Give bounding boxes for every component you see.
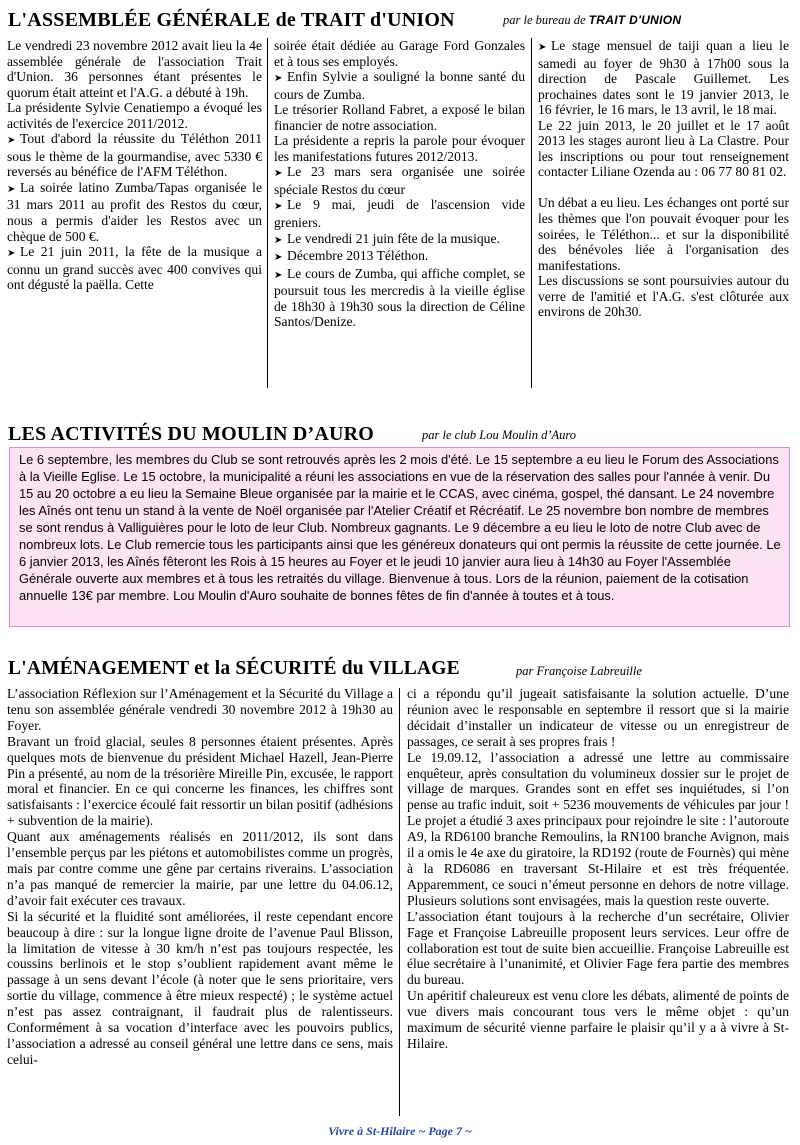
- column-divider: [531, 38, 532, 388]
- paragraph: La présidente Sylvie Cenatiempo a évoqué les activités de l'exercice 2011/2012.: [7, 100, 262, 131]
- paragraph: Le trésorier Rolland Fabret, a exposé le bilan financier de notre association.: [274, 102, 525, 133]
- paragraph: L’association Réflexion sur l’Aménagement et la Sécurité du Village a tenu son assemblée générale vendredi 30 novembre 2012 à 19h30 au Foyer.: [7, 686, 393, 733]
- column-1: [7, 38, 262, 390]
- paragraph: L’association étant toujours à la recherche d’un secrétaire, Olivier Fage et Françoise Labreuille proposent leurs services. Leur offre de collaboration est tout de suite bien accueillie. Françoise Labreuille est élue secrétaire à l’unanimité, et Olivier Fage fera partie des membres du bureau.: [407, 908, 789, 988]
- bullet-item: ➤ Le 23 mars sera organisée une soirée spéciale Restos du cœur: [274, 164, 525, 197]
- bullet-item: ➤ Le stage mensuel de taiji quan a lieu le samedi au foyer de 9h30 à 17h00 sous la direction de Pascale Guillemet. Les prochaines dates sont le 19 janvier 2013, le 16 février, le 16 mars, le 13 avril, le 18 mai.: [538, 38, 789, 118]
- page-footer: Vivre à St-Hilaire ~ Page 7 ~: [328, 1124, 472, 1138]
- column-3: [538, 38, 789, 390]
- bullet-item: ➤ La soirée latino Zumba/Tapas organisée le 31 mars 2011 au profit des Restos du cœur, nous a permis d'aider les Restos avec un chèque de 500 €.: [7, 179, 262, 244]
- spacer: [538, 180, 789, 196]
- arrow-bullet-icon: ➤: [7, 135, 16, 147]
- bullet-item: ➤ Le 21 juin 2011, la fête de la musique a connu un grand succès avec 400 convives qui ont dégusté la paëlla. Cette: [7, 244, 262, 293]
- paragraph: Le 19.09.12, l’association a adressé une lettre au commissaire enquêteur, après consultation du volumineux dossier sur le projet de village de marques. Grandes sont en effet ses inquiétudes, si l’on pense au trafic induit, soit + 5236 mouvements de véhicules par jour ! Le projet a étudié 3 axes principaux pour rejoindre le site : l’autoroute A9, la RD6100 branche Remoulins, la RN100 branche Avignon, mais il a omis le 4e axe du giratoire, la RD192 (route de Fournès) qui mène à la RD6086 en traversant St-Hilaire et est très fréquentée. Apparemment, ce souci n’émeut personne en dehors de notre village. Plusieurs solutions sont envisagées, mais la question reste ouverte.: [407, 749, 789, 908]
- arrow-bullet-icon: ➤: [274, 252, 283, 264]
- paragraph: ci a répondu qu’il jugeait satisfaisante la solution actuelle. D’une réunion avec le responsable en septembre il ressort que si la mairie décidait d’installer un indicateur de vitesse ou un enregistreur de passages, ce serait à ses propres frais !: [407, 686, 789, 749]
- arrow-bullet-icon: ➤: [274, 269, 283, 281]
- brand-trait-union: TRAIT D'UNION: [588, 13, 682, 27]
- paragraph: Si la sécurité et la fluidité sont améliorées, il reste cependant encore beaucoup à dire : sur la longue ligne droite de l’avenue Paul Blisson, la limitation de vitesse à 30 km/h n’est pas toujours respectée, les coussins berlinois et le stop s’oublient rapidement avant même le passage à un sens devant l’école (à noter que le sens prioritaire, vers sortie du village, commence à être mieux respecté) ; le système actuel n’est pas assez contraignant, il faudrait plus de ralentisseurs. Conformément à sa vocation d’interface avec les pouvoirs publics, l’association a adressé au conseil général une lettre dans ce sens, mais celui-: [7, 908, 393, 1067]
- arrow-bullet-icon: ➤: [7, 248, 16, 260]
- paragraph: Le 22 juin 2013, le 20 juillet et le 17 août 2013 les stages auront lieu à La Clastre. Pour les inscriptions ou pour tout renseignement contacter Liliane Ozenda au : 06 77 80 81 02.: [538, 117, 789, 180]
- bullet-item: ➤ Le cours de Zumba, qui affiche complet, se poursuit tous les mercredis à la vieille église de 18h30 à 19h30 sous la direction de Céline Santos/Denize.: [274, 265, 525, 330]
- arrow-bullet-icon: ➤: [538, 42, 547, 53]
- paragraph: Un apéritif chaleureux est venu clore les débats, alimenté de points de vue divers mais concourant tous vers le même objet : qu’un maximum de sécurité vienne parfaire le plaisir qu’il y a à vivre à St-Hilaire.: [407, 988, 789, 1051]
- arrow-bullet-icon: ➤: [7, 183, 16, 195]
- section-byline-trait-union: par le bureau de TRAIT D'UNION: [503, 13, 682, 27]
- section-byline-moulin-auro: par le club Lou Moulin d’Auro: [422, 428, 577, 442]
- arrow-bullet-icon: ➤: [274, 168, 283, 180]
- section-title-trait-union: L'ASSEMBLÉE GÉNÉRALE de TRAIT d'UNION: [8, 9, 455, 31]
- column-2: [407, 686, 789, 1118]
- paragraph: Les discussions se sont poursuivies autour du verre de l'amitié et l'A.G. s'est clôturée aux environs de 20h30.: [538, 273, 789, 320]
- bullet-item: ➤ Le vendredi 21 juin fête de la musique.: [274, 231, 525, 249]
- moulin-auro-box: [9, 447, 790, 627]
- paragraph: Un débat a eu lieu. Les échanges ont porté sur les thèmes que l'on pouvait évoquer pour les soirées, le Téléthon... et sur la disponibilité des bénévoles liée à l'organisation des manifestations.: [538, 195, 789, 273]
- bullet-item: ➤ Enfin Sylvie a souligné la bonne santé du cours de Zumba.: [274, 69, 525, 102]
- bullet-item: ➤ Le 9 mai, jeudi de l'ascension vide greniers.: [274, 197, 525, 231]
- section-byline-amenagement: par Françoise Labreuille: [516, 664, 642, 678]
- arrow-bullet-icon: ➤: [274, 73, 283, 85]
- section-title-amenagement: L'AMÉNAGEMENT et la SÉCURITÉ du VILLAGE: [8, 658, 460, 679]
- paragraph: Le vendredi 23 novembre 2012 avait lieu la 4e assemblée générale de l'association Trait d'Union. 36 personnes étant présentes le quorum était atteint et l'A.G. a débuté à 19h.: [7, 38, 262, 100]
- column-divider: [399, 688, 400, 1116]
- section-title-moulin-auro: LES ACTIVITÉS DU MOULIN D’AURO: [8, 423, 375, 445]
- column-2: [274, 38, 525, 390]
- column-divider: [267, 38, 268, 388]
- arrow-bullet-icon: ➤: [274, 234, 283, 246]
- bullet-item: ➤ Décembre 2013 Téléthon.: [274, 248, 525, 266]
- paragraph: soirée était dédiée au Garage Ford Gonzales et à tous ses employés.: [274, 38, 525, 69]
- bullet-item: ➤ Tout d'abord la réussite du Téléthon 2011 sous le thème de la gourmandise, avec 5330 € reversés au bénéfice de l'AFM Téléthon.: [7, 131, 262, 180]
- paragraph: Le 6 septembre, les membres du Club se sont retrouvés après les 2 mois d'été. Le 15 septembre a eu lieu le Forum des Associations à la Vieille Eglise. Le 15 octobre, la municipalité a réuni les associations en vue de la réservation des salles pour l'année à venir. Du 15 au 20 octobre a eu lieu la Semaine Bleue organisée par la mairie et le CCAS, avec cinéma, gospel, thé dansant. Le 24 novembre les Aînés ont tenu un stand à la vente de Noël organisée par l'Atelier Créatif et Récréatif. Le 25 novembre bon nombre de membres se sont rendus à Valliguières pour le loto de leur Club. Nombreux gagnants. Le 9 décembre a eu lieu le loto de notre Club avec de nombreux lots. Le Club remercie tous les participants ainsi que les généreux donateurs qui ont permis la réussite de cette journée. Le 6 janvier 2013, les Aînés fêteront les Rois à 15 heures au Foyer et le jeudi 10 janvier aura lieu à 14h30 au Foyer l'Assemblée Générale ouverte aux membres et à tous les retraités du village. Bienvenue à tous. Lors de la réunion, paiement de la cotisation annuelle 13€ par membre. Lou Moulin d'Auro souhaite de bonnes fêtes de fin d'année à toutes et à tous.: [19, 452, 781, 603]
- paragraph: La présidente a repris la parole pour évoquer les manifestations futures 2012/2013.: [274, 133, 525, 164]
- column-1: [7, 686, 393, 1118]
- paragraph: Bravant un froid glacial, seules 8 personnes étaient présentes. Après quelques mots de bienvenue du président Michael Hazell, Jean-Pierre Pin a présenté, au nom de la trésorière Mireille Pin, excusée, le rapport moral et financier. En ce qui concerne les finances, les chiffres sont satisfaisants : l’exercice écoulé fait ressortir un bilan positif (adhésions + subvention de la mairie).: [7, 733, 393, 829]
- paragraph: Quant aux aménagements réalisés en 2011/2012, ils sont dans l’ensemble perçus par les piétons et automobilistes comme un progrès, mais par contre comme une gêne par certains riverains. L’association n’a pas manqué de remercier la mairie, par une lettre du 04.06.12, d’avoir fait exécuter ces travaux.: [7, 829, 393, 908]
- arrow-bullet-icon: ➤: [274, 201, 283, 213]
